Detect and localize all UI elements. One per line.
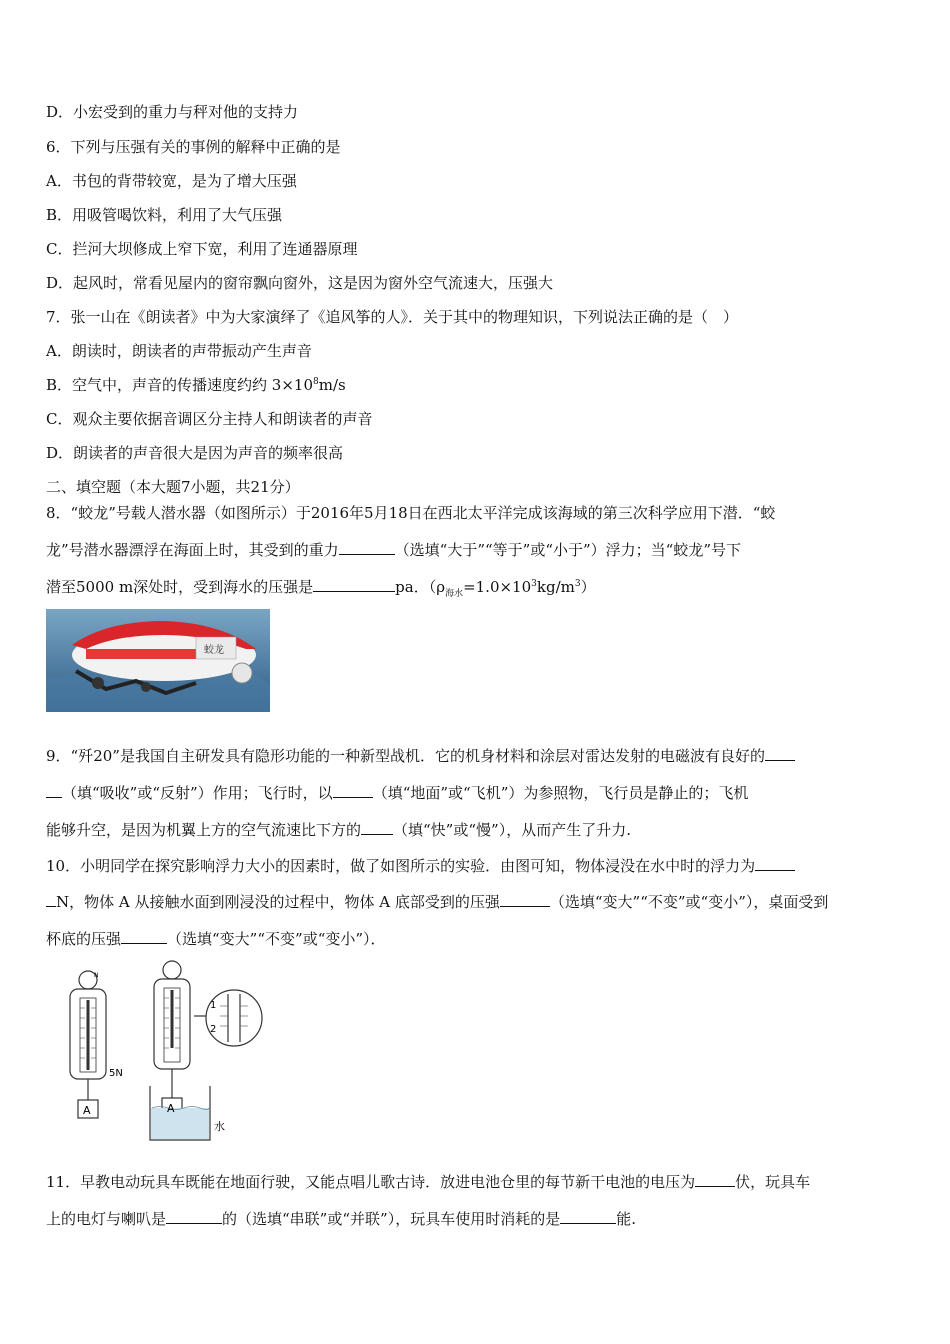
q7-option-d: D．朗读者的声音很大是因为声音的频率很高 <box>46 444 344 462</box>
q5-option-d: D．小宏受到的重力与秤对他的支持力 <box>46 103 299 121</box>
q11-blank-2[interactable] <box>166 1209 222 1224</box>
q11-line-2-b: 的（选填“串联”或“并联”），玩具车使用时消耗的是 <box>222 1210 561 1228</box>
submersible-photo <box>46 609 270 712</box>
q8-line-1: 8．“蛟龙”号载人潜水器（如图所示）于2016年5月18日在西北太平洋完成该海域的第三次科学应用下潜．“蛟 <box>46 504 776 522</box>
q7-option-b-unit: m/s <box>318 376 346 394</box>
q8-line-2-b: （选填“大于”“等于”或“小于”）浮力；当“蛟龙”号下 <box>394 541 742 559</box>
q8-line-2 <box>46 539 741 560</box>
fig-block-a-1: A <box>83 1104 91 1117</box>
q9-line-1 <box>46 745 795 766</box>
q8-line-3-c: =1.0×10 <box>463 578 532 596</box>
q9-line-3-b: （填“快”或“慢”），从而产生了升力. <box>393 821 631 839</box>
q11-line-2-a: 上的电灯与喇叭是 <box>46 1210 167 1228</box>
q8-line-3 <box>46 576 596 599</box>
q11-blank-3[interactable] <box>560 1209 616 1224</box>
q9-line-3 <box>46 819 631 840</box>
q9-blank-2[interactable] <box>333 783 373 798</box>
q7-option-b-text: B．空气中，声音的传播速度约约 3×10 <box>46 376 313 394</box>
q9-line-2 <box>46 782 748 803</box>
fig-scale-2: 2 <box>210 1024 217 1035</box>
q8-line-3-e: ） <box>580 578 596 596</box>
section-2-heading: 二、填空题（本大题7小题，共21分） <box>46 478 300 496</box>
q9-line-1-text: 9．“歼20”是我国自主研发具有隐形功能的一种新型战机．它的机身材料和涂层对雷达发射的电磁波有良好的 <box>46 747 765 765</box>
q10-blank-1a[interactable] <box>755 856 795 871</box>
q9-line-3-a: 能够升空，是因为机翼上方的空气流速比下方的 <box>46 821 362 839</box>
q11-line-1-a: 11．早教电动玩具车既能在地面行驶，又能点唱儿歌古诗．放进电池仓里的每节新干电池的电压为 <box>46 1173 696 1191</box>
q11-line-1 <box>46 1171 810 1192</box>
q11-blank-1[interactable] <box>695 1172 735 1187</box>
q10-line-2 <box>46 891 828 912</box>
q7-option-b <box>46 374 346 395</box>
q10-line-3-a: 杯底的压强 <box>46 930 122 948</box>
q11-line-2-c: 能. <box>616 1210 636 1228</box>
q8-blank-2[interactable] <box>313 577 395 592</box>
q7-option-a: A．朗读时，朗读者的声带振动产生声音 <box>46 342 312 360</box>
q8-exponent: 3 <box>531 579 537 589</box>
q9-blank-1b[interactable] <box>46 783 62 798</box>
q6-option-c: C．拦河大坝修成上窄下宽，利用了连通器原理 <box>46 240 358 258</box>
fig-scale-1: 1 <box>210 1000 217 1011</box>
q10-blank-1b[interactable] <box>46 892 56 907</box>
q8-line-2-a: 龙”号潜水器漂浮在海面上时，其受到的重力 <box>46 541 339 559</box>
fig-5n-label: 5N <box>109 1068 123 1079</box>
q10-blank-3[interactable] <box>121 929 167 944</box>
q8-line-3-b: pa．（ρ <box>395 578 446 596</box>
q7-stem: 7．张一山在《朗读者》中为大家演绎了《追风筝的人》．关于其中的物理知识，下列说法正确的是（ ） <box>46 308 739 326</box>
q11-line-1-b: 伏，玩具车 <box>735 1173 811 1191</box>
q11-line-2 <box>46 1208 636 1229</box>
q8-unit-exponent: 3 <box>574 579 581 589</box>
q8-rho-subscript: 海水 <box>445 589 464 599</box>
q10-line-2-a: N，物体 A 从接触水面到刚浸没的过程中，物体 A 底部受到的压强 <box>56 893 500 911</box>
q8-blank-1[interactable] <box>339 540 395 555</box>
q6-option-d: D．起风时，常看见屋内的窗帘飘向窗外，这是因为窗外空气流速大，压强大 <box>46 274 554 292</box>
q8-line-3-d: kg/m <box>536 578 575 596</box>
q9-line-2-b: （填“地面”或“飞机”）为参照物，飞行员是静止的；飞机 <box>372 784 749 802</box>
q9-blank-3[interactable] <box>361 820 393 835</box>
q6-option-b: B．用吸管喝饮料，利用了大气压强 <box>46 206 283 224</box>
fig-block-a-2: A <box>167 1102 175 1115</box>
fig-water-label: 水 <box>214 1120 225 1133</box>
fig-left-n-label: N <box>94 972 99 979</box>
q10-line-3-b: （选填“变大”“不变”或“变小”）． <box>167 930 386 948</box>
q10-blank-2[interactable] <box>500 892 550 907</box>
q9-line-2-a: （填“吸收”或“反射”）作用；飞行时，以 <box>62 784 333 802</box>
q9-blank-1a[interactable] <box>765 746 795 761</box>
q10-line-1 <box>46 855 795 876</box>
q10-line-2-b: （选填“变大”“不变”或“变小”），桌面受到 <box>549 893 829 911</box>
q8-line-3-a: 潜至5000 m深处时，受到海水的压强是 <box>46 578 314 596</box>
q10-line-3 <box>46 928 386 949</box>
q7-option-b-exponent: 8 <box>313 377 319 387</box>
q10-line-1-text: 10．小明同学在探究影响浮力大小的因素时，做了如图所示的实验．由图可知，物体浸没在水中时的浮力为 <box>46 857 756 875</box>
submersible-label: 蛟龙 <box>204 645 224 656</box>
q6-stem: 6．下列与压强有关的事例的解释中正确的是 <box>46 138 341 156</box>
spring-scale-figure <box>60 958 280 1144</box>
q6-option-a: A．书包的背带较宽，是为了增大压强 <box>46 172 297 190</box>
q7-option-c: C．观众主要依据音调区分主持人和朗读者的声音 <box>46 410 373 428</box>
